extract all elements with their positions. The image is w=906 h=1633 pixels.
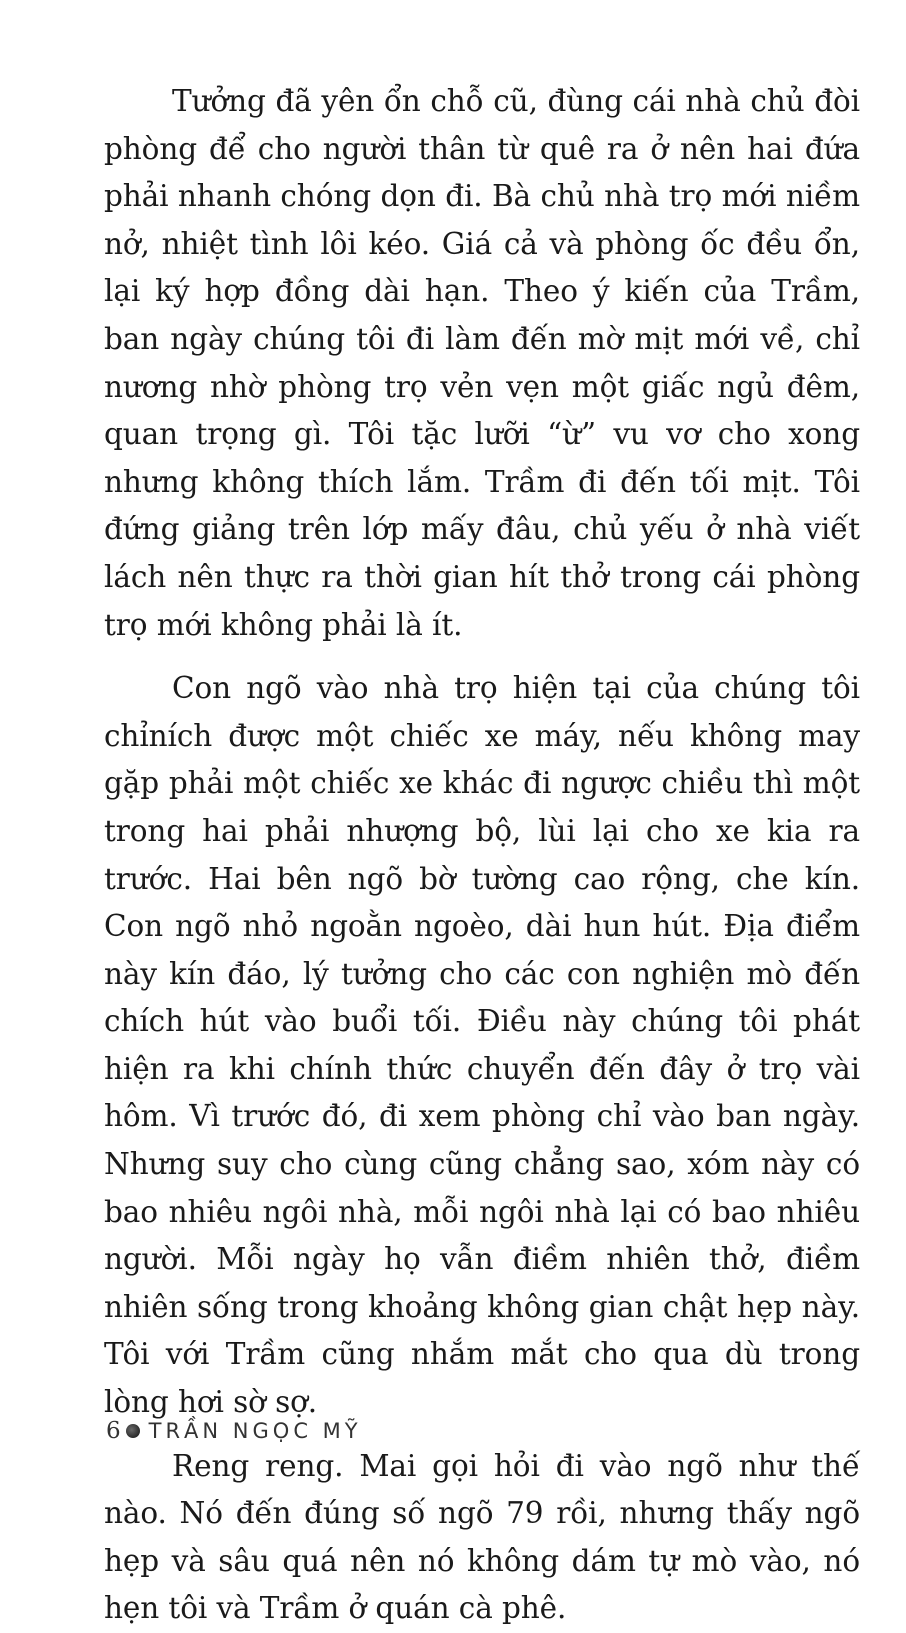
page-number: 6 xyxy=(106,1418,121,1444)
paragraph-2: Con ngõ vào nhà trọ hiện tại của chúng tôi chỉních được một chiếc xe máy, nếu không may gặp phải một chiếc xe khác đi ngược chiều thì một trong hai phải nhượng bộ, lùi lại cho xe kia ra trước. Hai bên ngõ bờ tường cao rộng, che kín. Con ngõ nhỏ ngoằn ngoèo, dài hun hút. Địa điểm này kín đáo, lý tưởng cho các con nghiện mò đến chích hút vào buổi tối. Điều này chúng tôi phát hiện ra khi chính thức chuyển đến đây ở trọ vài hôm. Vì trước đó, đi xem phòng chỉ vào ban ngày. Nhưng suy cho cùng cũng chẳng sao, xóm này có bao nhiêu ngôi nhà, mỗi ngôi nhà lại có bao nhiêu người. Mỗi ngày họ vẫn điềm nhiên thở, điềm nhiên sống trong khoảng không gian chật hẹp này. Tôi với Trầm cũng nhắm mắt cho qua dù trong lòng hơi sờ sợ. xyxy=(104,671,860,1420)
body-text xyxy=(104,78,860,1633)
author-name: TRẦN NGỌC MỸ xyxy=(148,1419,362,1443)
bullet-dot-icon xyxy=(126,1424,140,1438)
paragraph-1: Tưởng đã yên ổn chỗ cũ, đùng cái nhà chủ đòi phòng để cho người thân từ quê ra ở nên hai đứa phải nhanh chóng dọn đi. Bà chủ nhà trọ mới niềm nở, nhiệt tình lôi kéo. Giá cả và phòng ốc đều ổn, lại ký hợp đồng dài hạn. Theo ý kiến của Trầm, ban ngày chúng tôi đi làm đến mờ mịt mới về, chỉ nương nhờ phòng trọ vẻn vẹn một giấc ngủ đêm, quan trọng gì. Tôi tặc lưỡi “ừ” vu vơ cho xong nhưng không thích lắm. Trầm đi đến tối mịt. Tôi đứng giảng trên lớp mấy đâu, chủ yếu ở nhà viết lách nên thực ra thời gian hít thở trong cái phòng trọ mới không phải là ít. xyxy=(104,84,860,642)
paragraph-3: Reng reng. Mai gọi hỏi đi vào ngõ như thế nào. Nó đến đúng số ngõ 79 rồi, nhưng thấy ngõ hẹp và sâu quá nên nó không dám tự mò vào, nó hẹn tôi và Trầm ở quán cà phê. xyxy=(104,1448,860,1626)
page-footer xyxy=(106,1418,362,1444)
